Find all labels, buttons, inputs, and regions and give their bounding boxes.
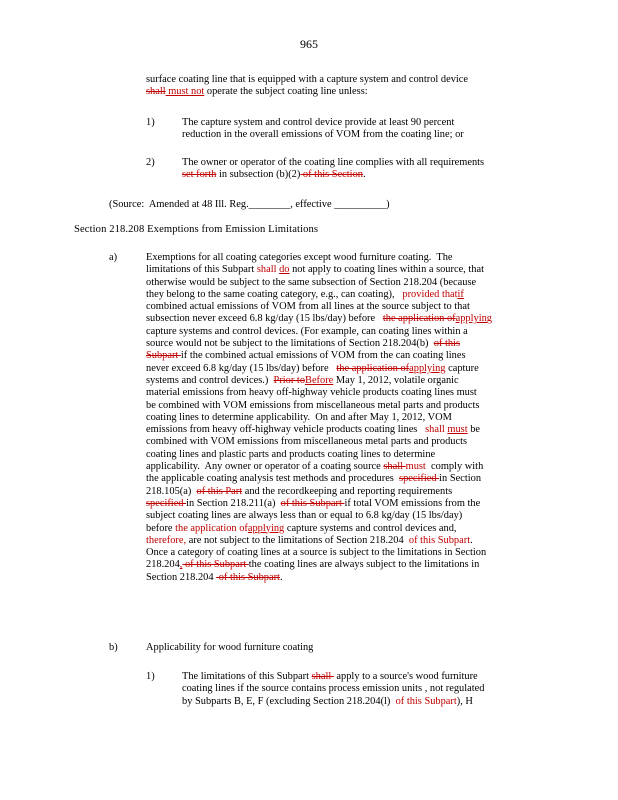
para-b-label: b): [109, 642, 118, 653]
amended-text: of this Subpart: [408, 534, 471, 546]
para-a-text: [146, 252, 492, 584]
text: Section 218.204: [146, 571, 217, 583]
deleted-text: of this Section: [300, 169, 363, 181]
text: comply with: [425, 461, 484, 473]
item-1-line-1: The capture system and control device provide at least 90 percent: [182, 117, 455, 128]
item-b1-line: coating lines if the source contains process emission units , not regulated: [182, 683, 485, 695]
item-1-label: 1): [146, 117, 155, 128]
inserted-text: must: [447, 424, 468, 436]
amended-text: therefore,: [146, 534, 187, 546]
intro-line-2-rest: operate the subject coating line unless:: [204, 86, 368, 98]
text: systems and control devices.): [146, 374, 274, 386]
source-suffix: ): [386, 199, 390, 210]
text: capture systems and control devices and,: [284, 522, 457, 534]
para-a-label: a): [109, 252, 118, 263]
item-1-text: [182, 117, 464, 142]
text: if total VOM emissions from the: [344, 497, 481, 509]
para-a-line: combined actual emissions of VOM from all lines at the source subject to that: [146, 301, 470, 313]
para-a-line: coating lines and plastic parts and products coating lines to determine: [146, 448, 436, 460]
intro-line-2: [146, 86, 468, 98]
item-1-line-2: reduction in the overall emissions of VOM from the coating line; or: [182, 129, 464, 141]
amended-text: shall: [256, 264, 280, 276]
text: by Subparts B, E, F (excluding Section 218.204(l): [182, 695, 396, 707]
text: they belong to the same coating category, e.g., can coating),: [146, 288, 403, 300]
para-a-line: [146, 363, 492, 375]
text: May 1, 2012, volatile organic: [333, 374, 459, 386]
source-prefix: (Source: Amended at 48 Ill. Reg.: [109, 199, 249, 210]
text: subsection never exceed 6.8 kg/day (15 lbs/day) before: [146, 313, 383, 325]
source-mid: , effective: [290, 199, 335, 210]
para-a-line: [146, 264, 492, 276]
amended-text: shall: [425, 424, 448, 436]
deleted-text: set forth: [182, 169, 217, 181]
deleted-text: of this: [433, 338, 460, 350]
para-a-line: [146, 473, 492, 485]
inserted-text: applying: [247, 522, 285, 534]
deleted-text: the application of: [382, 313, 456, 325]
inserted-text: ,: [179, 559, 183, 571]
text: capture: [445, 362, 479, 374]
text: are not subject to the limitations of Section 218.204: [186, 534, 409, 546]
item-2-label: 2): [146, 157, 155, 168]
inserted-text: if: [457, 288, 464, 300]
para-a-line: [146, 559, 492, 571]
item-b1-line: [182, 696, 484, 708]
para-a-line: [146, 523, 492, 535]
section-heading: Section 218.208 Exemptions from Emission Limitations: [74, 224, 319, 235]
para-a-line: [146, 498, 492, 510]
para-a-line: be combined with VOM emissions from miscellaneous metal parts and products: [146, 399, 480, 411]
item-b1-label: 1): [146, 671, 155, 682]
text: .: [279, 571, 283, 583]
item-2-line-2: [182, 169, 484, 181]
para-b-text: Applicability for wood furniture coating: [146, 642, 314, 653]
amended-text: must: [405, 461, 426, 473]
item-2-text: [182, 157, 484, 182]
deleted-text: specified: [399, 473, 440, 485]
para-a-line: [146, 350, 492, 362]
text: emissions from heavy off-highway vehicle products coating lines: [146, 424, 426, 436]
item-b1-text: [182, 671, 484, 708]
text: before: [146, 522, 176, 534]
para-a-line: material emissions from heavy off-highway vehicle products coating lines must: [146, 387, 477, 399]
para-a-line: coating lines to determine applicability. On and after May 1, 2012, VOM: [146, 411, 452, 423]
deleted-text: shall: [311, 671, 334, 682]
deleted-text: of this Subpart: [216, 571, 280, 583]
text: in Section: [439, 473, 482, 485]
para-a-line: [146, 424, 492, 436]
inserted-text: do: [279, 264, 290, 276]
para-a-line: [146, 375, 492, 387]
text: The limitations of this Subpart: [182, 671, 312, 682]
inserted-text: must not: [165, 86, 205, 98]
text: the applicable coating analysis test methods and procedures: [146, 473, 400, 485]
intro-paragraph: [146, 74, 468, 99]
para-a-line: combined with VOM emissions from miscellaneous metal parts and products: [146, 436, 467, 448]
text: .: [470, 534, 473, 546]
inserted-text: applying: [455, 313, 492, 325]
source-blank-register: ________: [248, 199, 291, 210]
deleted-text: of this Subpart: [280, 497, 345, 509]
text: 218.105(a): [146, 485, 197, 497]
para-a-line: [146, 486, 492, 498]
deleted-text: shall: [146, 86, 166, 98]
amended-text: the application of: [175, 522, 248, 534]
text: the coating lines are always subject to the limitations in: [248, 559, 480, 571]
para-a-line: [146, 338, 492, 350]
text: not apply to coating lines within a source, that: [289, 264, 484, 276]
text: limitations of this Subpart: [146, 264, 257, 276]
para-a-line: Exemptions for all coating categories except wood furniture coating. The: [146, 252, 453, 263]
deleted-text: Prior to: [273, 374, 306, 386]
deleted-text: the application of: [336, 362, 410, 374]
text: in Section 218.211(a): [186, 497, 281, 509]
source-note: [109, 199, 390, 211]
text: source would not be subject to the limitations of Section 218.204(b): [146, 338, 434, 350]
deleted-text: of this Subpart: [182, 559, 249, 571]
para-a-line: otherwise would be subject to the same subsection of Section 218.204 (because: [146, 276, 477, 288]
inserted-text: applying: [409, 362, 446, 374]
para-a-line: [146, 535, 492, 547]
deleted-text: Subpart: [146, 350, 181, 362]
para-a-line: [146, 461, 492, 473]
para-a-line: [146, 313, 492, 325]
deleted-text: specified: [146, 497, 187, 509]
amended-text: provided that: [402, 288, 458, 300]
item-2-line-1: The owner or operator of the coating line complies with all requirements: [182, 157, 485, 168]
text: ), H: [456, 695, 473, 707]
item-2-line-2-end: .: [362, 169, 366, 181]
item-2-line-2-mid: in subsection (b)(2): [216, 169, 301, 181]
text: never exceed 6.8 kg/day (15 lbs/day) before: [146, 362, 337, 374]
source-blank-effective: __________: [334, 199, 387, 210]
text: apply to a source's wood furniture: [333, 671, 478, 682]
page-number: 965: [300, 37, 318, 51]
text: be: [467, 424, 480, 436]
para-a-line: subject coating lines are always less than or equal to 6.8 kg/day (15 lbs/day): [146, 510, 463, 522]
text: and the recordkeeping and reporting requirements: [242, 485, 453, 497]
amended-text: of this Subpart: [395, 695, 457, 707]
deleted-text: shall: [383, 461, 406, 473]
para-a-line: Once a category of coating lines at a source is subject to the limitations in Section: [146, 547, 487, 559]
intro-line-1: surface coating line that is equipped with a capture system and control device: [146, 74, 468, 85]
inserted-text: Before: [305, 374, 334, 386]
deleted-text: of this Part: [196, 485, 243, 497]
text: 218.204: [146, 559, 180, 571]
item-b1-line: [182, 671, 484, 683]
text: applicability. Any owner or operator of a coating source: [146, 461, 384, 473]
text: if the combined actual emissions of VOM from the can coating lines: [180, 350, 466, 362]
para-a-line: [146, 289, 492, 301]
para-a-line: capture systems and control devices. (For example, can coating lines within a: [146, 325, 468, 337]
para-a-line: [146, 572, 492, 584]
